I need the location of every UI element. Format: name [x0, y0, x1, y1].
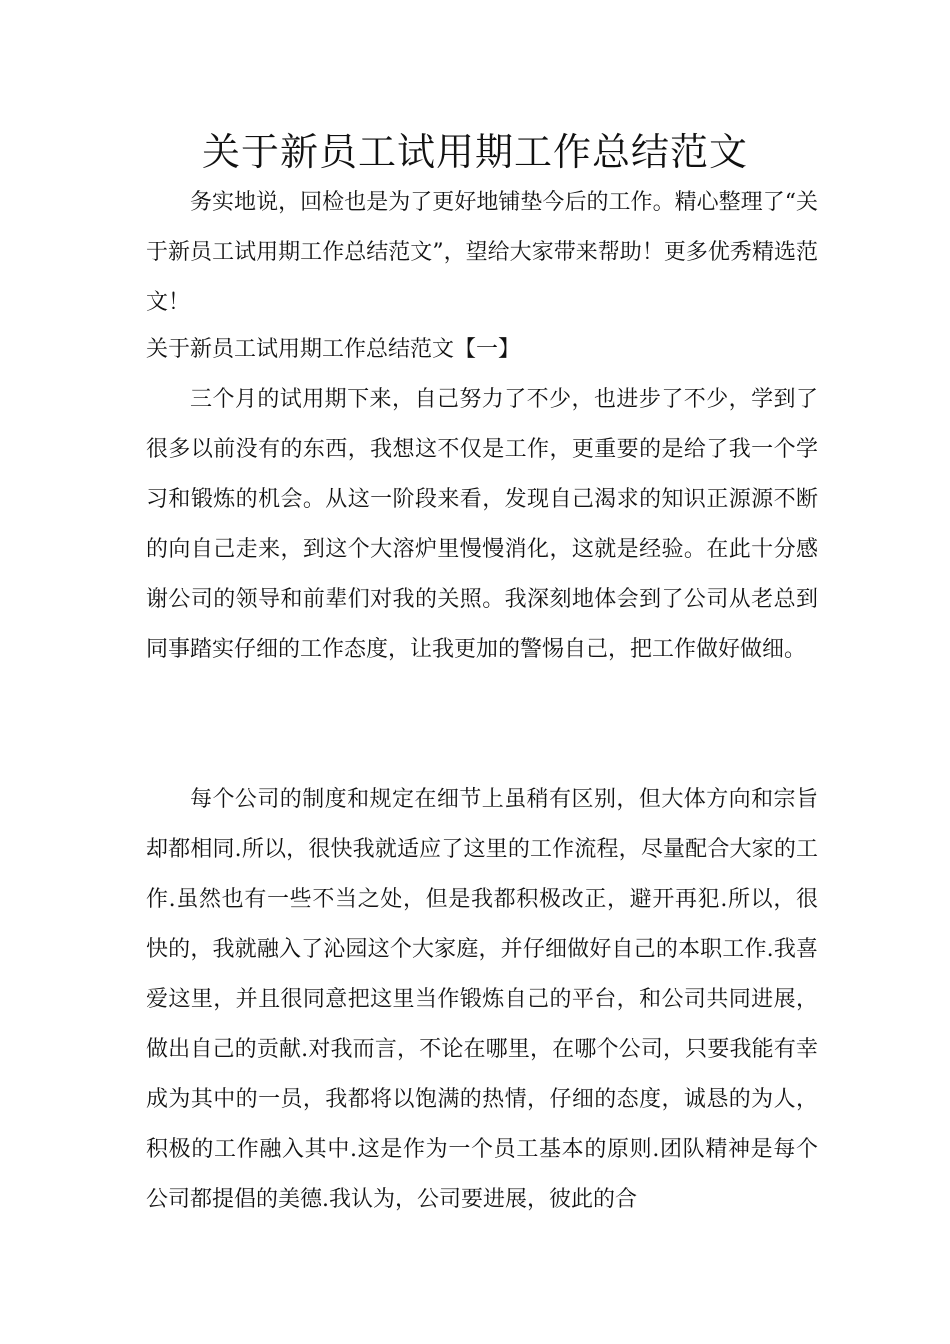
section-heading: 关于新员工试用期工作总结范文【一】	[146, 337, 521, 362]
body-paragraph-1: 三个月的试用期下来，自己努力了不少，也进步了不少，学到了很多以前没有的东西，我想这不仅是工作，更重要的是给了我一个学习和锻炼的机会。从这一阶段来看，发现自己渴求的知识正源源不断的向自己走来，到这个大溶炉里慢慢消化，这就是经验。在此十分感谢公司的领导和前辈们对我的关照。我深刻地体会到了公司从老总到同事踏实仔细的工作态度，让我更加的警惕自己，把工作做好做细。	[146, 387, 818, 662]
intro-paragraph: 务实地说，回检也是为了更好地铺垫今后的工作。精心整理了“关于新员工试用期工作总结范文”，望给大家带来帮助！更多优秀精选范文！	[146, 190, 818, 315]
body-paragraph-2: 每个公司的制度和规定在细节上虽稍有区别，但大体方向和宗旨却都相同.所以，很快我就适应了这里的工作流程，尽量配合大家的工作.虽然也有一些不当之处，但是我都积极改正，避开再犯.所以，很快的，我就融入了沁园这个大家庭，并仔细做好自己的本职工作.我喜爱这里，并且很同意把这里当作锻炼自己的平台，和公司共同进展，做出自己的贡献.对我而言，不论在哪里，在哪个公司，只要我能有幸成为其中的一员，我都将以饱满的热情，仔细的态度，诚恳的为人，积极的工作融入其中.这是作为一个员工基本的原则.团队精神是每个公司都提倡的美德.我认为，公司要进展，彼此的合	[146, 787, 818, 1212]
document-title: 关于新员工试用期工作总结范文	[201, 130, 748, 174]
